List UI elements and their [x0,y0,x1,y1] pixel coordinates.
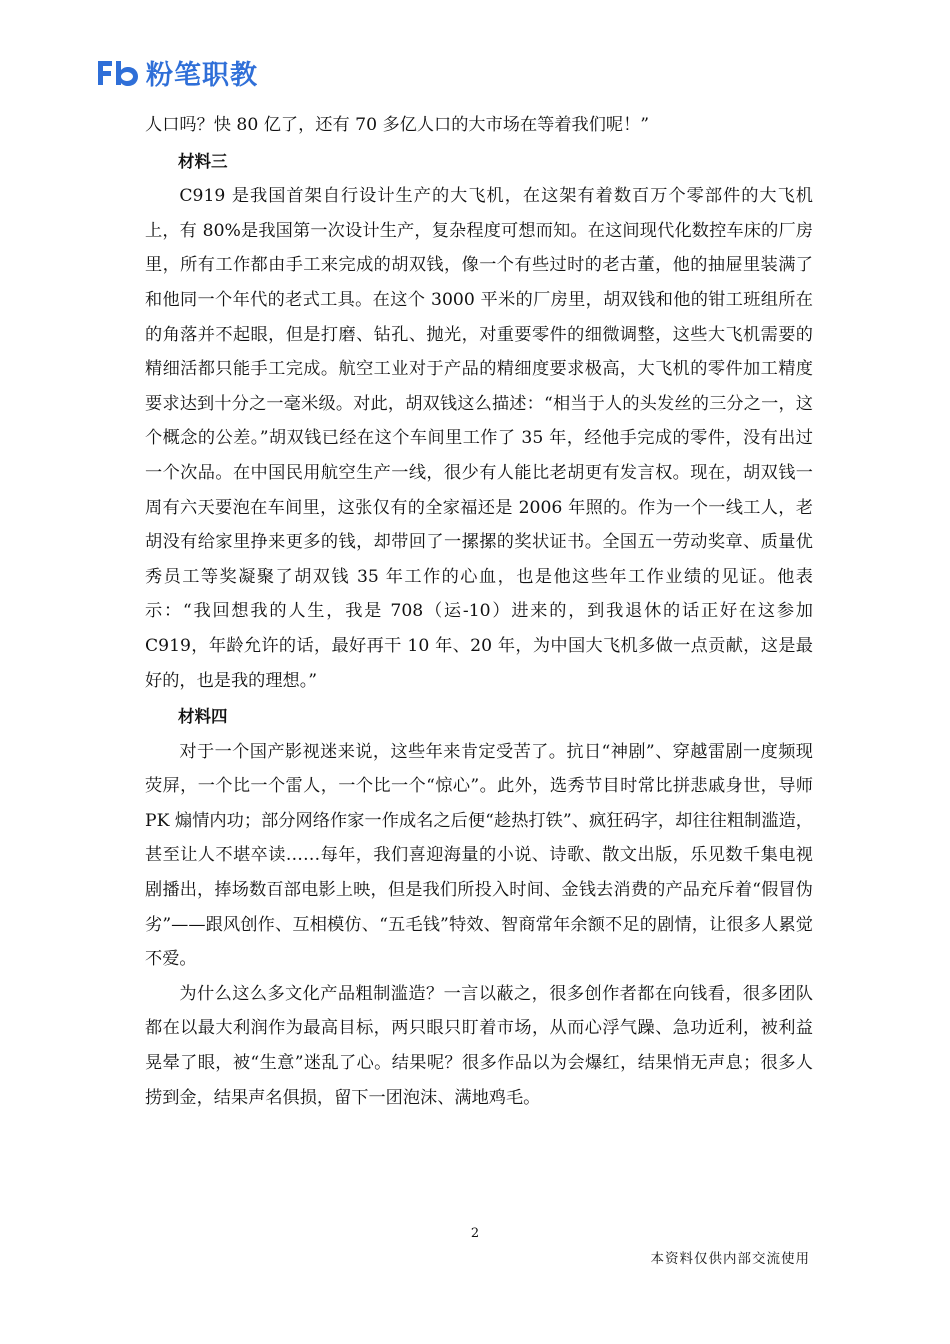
paragraph-material-4-b: 为什么这么多文化产品粗制滥造？一言以蔽之，很多创作者都在向钱看，很多团队都在以最大利润作为最高目标，两只眼只盯着市场，从而心浮气躁、急功近利，被利益晃晕了眼，被“生意”迷乱了心。结果呢？很多作品以为会爆红，结果悄无声息；很多人捞到金，结果声名俱损，留下一团泡沫、满地鸡毛。 [145,983,813,1108]
document-body [145,108,813,1115]
section-heading-material-3: 材料三 [178,151,228,171]
paragraph-material-4-a: 对于一个国产影视迷来说，这些年来肯定受苦了。抗日“神剧”、穿越雷剧一度频现荧屏，一个比一个雷人，一个比一个“惊心”。此外，选秀节目时常比拼悲戚身世，导师 PK 煽情内功；部分网络作家一作成名之后便“趁热打铁”、疯狂码字，却往往粗制滥造，甚至让人不堪卒读……每年，我们喜迎海量的小说、诗歌、散文出版，乐见数千集电视剧播出，捧场数百部电影上映，但是我们所投入时间、金钱去消费的产品充斥着“假冒伪劣”——跟风创作、互相模仿、“五毛钱”特效、智商常年余额不足的剧情，让很多人累觉不爱。 [145,741,813,970]
brand-logo [96,52,258,92]
footer-note: 本资料仅供内部交流使用 [650,1251,810,1267]
paragraph-material-3: C919 是我国首架自行设计生产的大飞机，在这架有着数百万个零部件的大飞机上，有 80%是我国第一次设计生产，复杂程度可想而知。在这间现代化数控车床的厂房里，所有工作都由手工来完成的胡双钱，像一个有些过时的老古董，他的抽屉里装满了和他同一个年代的老式工具。在这个 3000 平米的厂房里，胡双钱和他的钳工班组所在的角落并不起眼，但是打磨、钻孔、抛光，对重要零件的细微调整，这些大飞机需要的精细活都只能手工完成。航空工业对于产品的精细度要求极高，大飞机的零件加工精度要求达到十分之一毫米级。对此，胡双钱这么描述：“相当于人的头发丝的三分之一，这个概念的公差。”胡双钱已经在这个车间里工作了 35 年，经他手完成的零件，没有出过一个次品。在中国民用航空生产一线，很少有人能比老胡更有发言权。现在，胡双钱一周有六天要泡在车间里，这张仅有的全家福还是 2006 年照的。作为一个一线工人，老胡没有给家里挣来更多的钱，却带回了一摞摞的奖状证书。全国五一劳动奖章、质量优秀员工等奖凝聚了胡双钱 35 年工作的心血，也是他这些年工作业绩的见证。他表示：“我回想我的人生，我是 708（运-10）进来的，到我退休的话正好在这参加 C919，年龄允许的话，最好再干 10 年、20 年，为中国大飞机多做一点贡献，这是最好的，也是我的理想。” [145,186,813,691]
logo-text: 粉笔职教 [146,59,258,91]
paragraph-continued: 人口吗？快 80 亿了，还有 70 多亿人口的大市场在等着我们呢！” [145,115,650,135]
page-number: 2 [470,1226,480,1241]
fb-logo-icon [96,57,140,87]
section-heading-material-4: 材料四 [178,707,228,727]
